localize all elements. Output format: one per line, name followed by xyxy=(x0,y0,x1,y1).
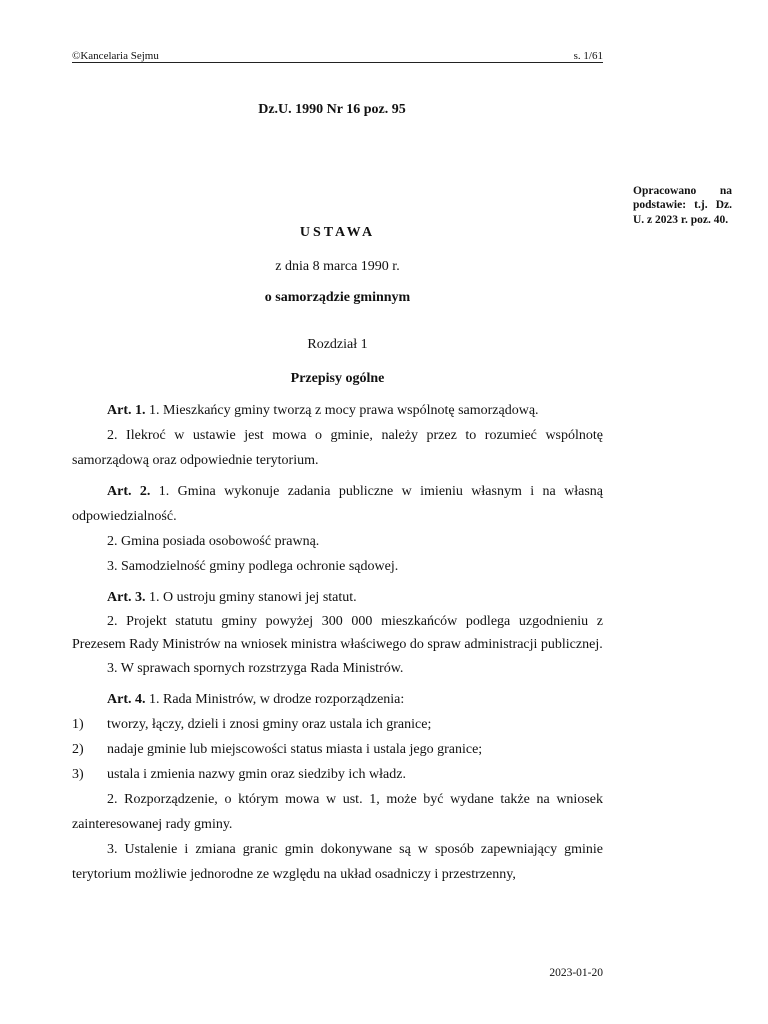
article-4-paragraph-1: Art. 4. 1. Rada Ministrów, w drodze rozporządzenia: xyxy=(107,692,405,707)
chapter-number: Rozdział 1 xyxy=(307,337,368,352)
list-item: 3) ustala i zmienia nazwy gmin oraz siedziby ich władz. xyxy=(72,762,603,787)
list-item-number: 3) xyxy=(72,767,84,782)
article-2-paragraph-2: 2. Gmina posiada osobowość prawną. xyxy=(107,534,320,549)
document-body xyxy=(72,398,603,887)
article-3-paragraph-1: Art. 3. 1. O ustroju gminy stanowi jej statut. xyxy=(107,590,357,605)
article-1-paragraph-2: 2. Ilekroć w ustawie jest mowa o gminie, należy przez to rozumieć wspólnotę samorządową oraz odpowiednie terytorium. xyxy=(72,428,603,468)
article-label: Art. 1. xyxy=(107,403,146,418)
page-number: s. 1/61 xyxy=(573,50,603,62)
article-4-paragraph-2: 2. Rozporządzenie, o którym mowa w ust. 1, może być wydane także na wniosek zainteresowanej rady gminy. xyxy=(72,792,603,832)
list-item: 1) tworzy, łączy, dzieli i znosi gminy oraz ustala ich granice; xyxy=(72,712,603,737)
footer-date: 2023-01-20 xyxy=(549,967,603,979)
page-header xyxy=(72,50,603,63)
act-date: z dnia 8 marca 1990 r. xyxy=(275,259,400,274)
article-4-paragraph-3: 3. Ustalenie i zmiana granic gmin dokonywane są w sposób zapewniający gminie terytorium możliwie jednorodne ze względu na układ osadniczy i przestrzenny, xyxy=(72,842,603,882)
article-2-paragraph-1: Art. 2. 1. Gmina wykonuje zadania publiczne w imieniu własnym i na własną odpowiedzialność. xyxy=(72,484,603,524)
source-note: Opracowano na podstawie: t.j. Dz. U. z 2023 r. poz. 40. xyxy=(633,185,732,226)
article-3-paragraph-2: 2. Projekt statutu gminy powyżej 300 000 mieszkańców podlega uzgodnieniu z Prezesem Rady Ministrów na wniosek ministra właściwego do spraw administracji publicznej. xyxy=(72,614,603,652)
publication-reference: Dz.U. 1990 Nr 16 poz. 95 xyxy=(258,102,406,117)
list-item: 2) nadaje gminie lub miejscowości status miasta i ustala jego granice; xyxy=(72,737,603,762)
act-title: USTAWA xyxy=(299,225,376,240)
article-label: Art. 2. xyxy=(107,484,151,499)
chapter-title: Przepisy ogólne xyxy=(290,371,385,386)
publisher-label: ©Kancelaria Sejmu xyxy=(72,50,159,62)
list-item-number: 2) xyxy=(72,742,84,757)
article-1-paragraph-1: Art. 1. 1. Mieszkańcy gminy tworzą z mocy prawa wspólnotę samorządową. xyxy=(107,403,539,418)
article-3-paragraph-3: 3. W sprawach spornych rozstrzyga Rada Ministrów. xyxy=(107,661,404,676)
article-label: Art. 4. xyxy=(107,692,146,707)
list-item-number: 1) xyxy=(72,717,84,732)
article-2-paragraph-3: 3. Samodzielność gminy podlega ochronie sądowej. xyxy=(107,559,399,574)
act-subject: o samorządzie gminnym xyxy=(264,290,411,305)
article-label: Art. 3. xyxy=(107,590,146,605)
